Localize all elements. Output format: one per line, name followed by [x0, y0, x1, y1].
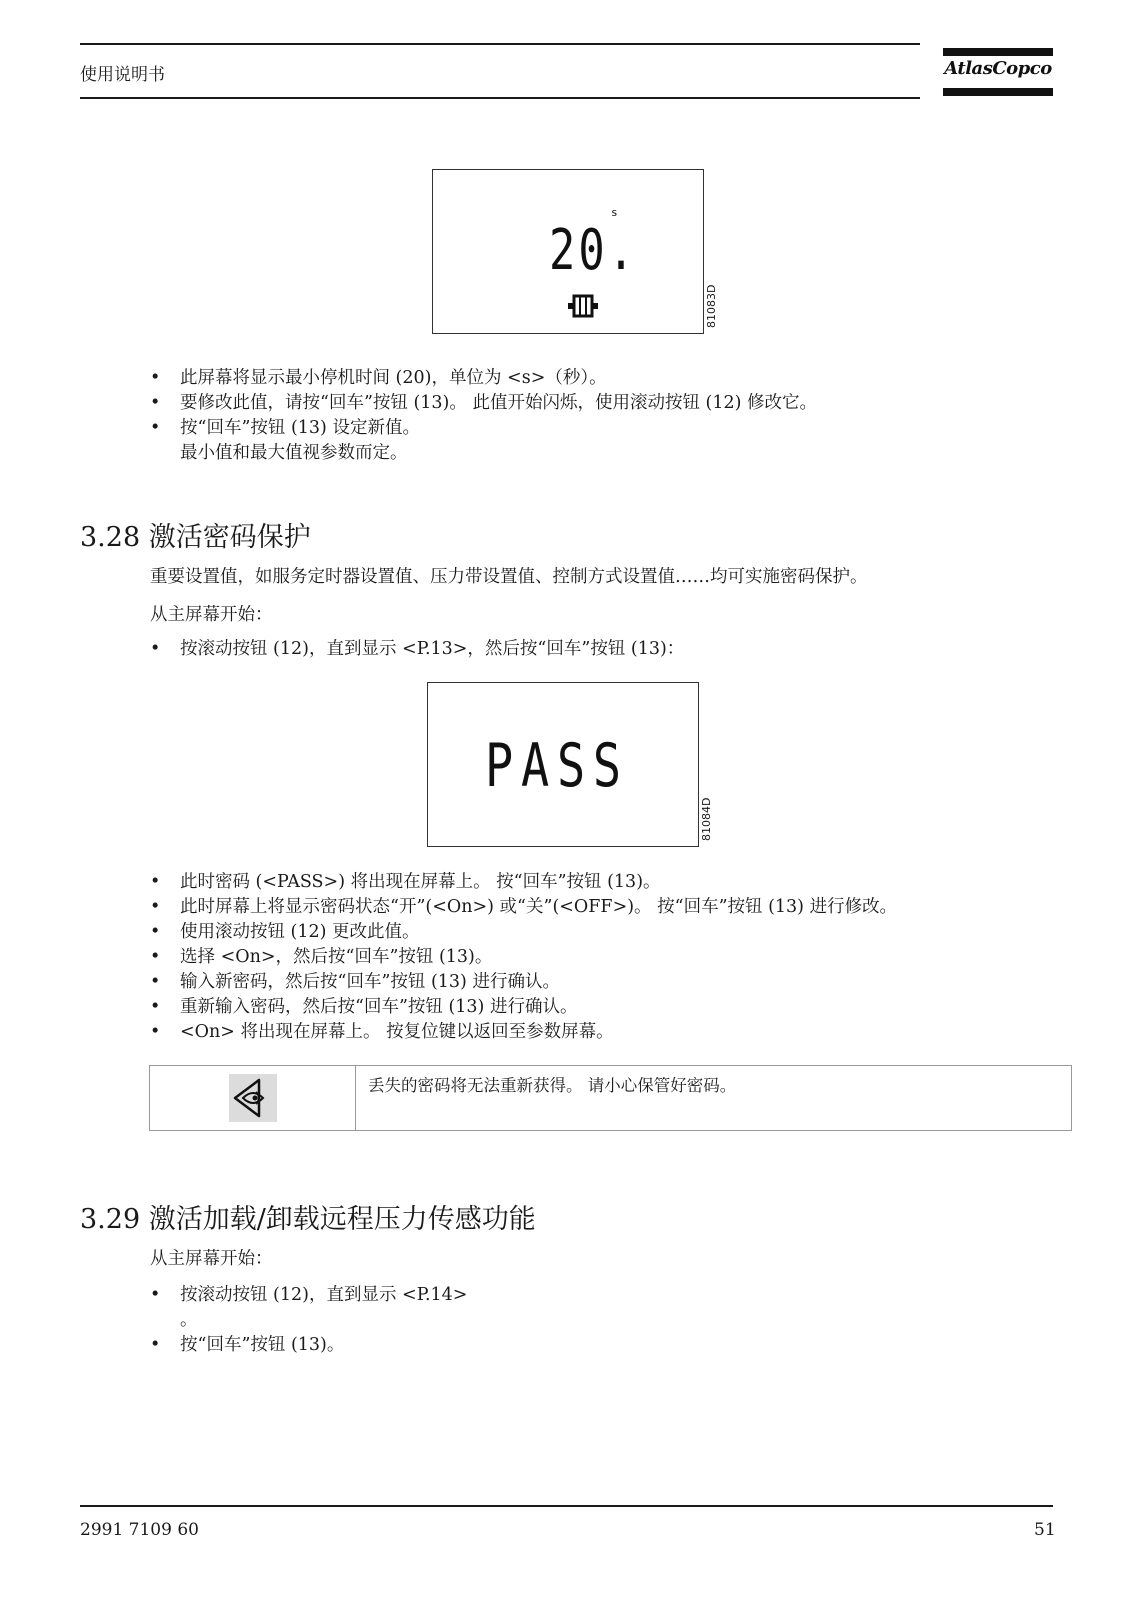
- warning-note: [149, 1065, 1072, 1131]
- logo-text: AtlasCopco: [944, 58, 1052, 79]
- section-3-29-steps: [150, 1283, 467, 1358]
- header-top-rule: [80, 43, 920, 45]
- document-number: 2991 7109 60: [80, 1520, 199, 1540]
- list-item: • 按“回车”按钮 (13) 设定新值。: [150, 416, 817, 441]
- list-item: • 要修改此值，请按“回车”按钮 (13)。 此值开始闪烁，使用滚动按钮 (12) 修改它。: [150, 391, 817, 416]
- list-item: • 重新输入密码，然后按“回车”按钮 (13) 进行确认。: [150, 995, 897, 1020]
- display-value: PASS: [485, 731, 629, 801]
- display-figure-pass: [427, 682, 713, 847]
- list-item: • 此屏幕将显示最小停机时间 (20)，单位为 <s>（秒）。: [150, 366, 817, 391]
- figure-code: 81083D: [705, 284, 718, 328]
- section-heading-3-29: 3.29 激活加载/卸载远程压力传感功能: [80, 1204, 536, 1235]
- list-item: • 按“回车”按钮 (13)。: [150, 1333, 467, 1358]
- list-item: • 此时密码 (<PASS>) 将出现在屏幕上。 按“回车”按钮 (13)。: [150, 870, 897, 895]
- start-instruction: 从主屏幕开始：: [150, 1249, 273, 1269]
- section-3-28-step: [150, 637, 684, 662]
- note-text: 丢失的密码将无法重新获得。 请小心保管好密码。: [368, 1076, 737, 1095]
- note-divider: [355, 1066, 356, 1130]
- header-bottom-rule: [80, 97, 920, 99]
- footer-rule: [80, 1505, 1053, 1507]
- list-item: • 按滚动按钮 (12)，直到显示 <P.13>，然后按“回车”按钮 (13)：: [150, 637, 684, 662]
- header-title: 使用说明书: [80, 65, 165, 85]
- list-item: • 输入新密码，然后按“回车”按钮 (13) 进行确认。: [150, 970, 897, 995]
- section-intro: 重要设置值，如服务定时器设置值、压力带设置值、控制方式设置值……均可实施密码保护。: [150, 567, 868, 587]
- atlas-copco-logo: [943, 44, 1053, 100]
- motor-icon: [566, 293, 600, 319]
- display-value: 20.: [549, 218, 638, 283]
- list-item-continuation: 。: [180, 1310, 198, 1330]
- list-item: • <On> 将出现在屏幕上。 按复位键以返回至参数屏幕。: [150, 1020, 897, 1045]
- section-heading-3-28: 3.28 激活密码保护: [80, 522, 311, 553]
- figure-code: 81084D: [700, 797, 713, 841]
- start-instruction: 从主屏幕开始：: [150, 605, 273, 625]
- eye-icon: [229, 1074, 277, 1122]
- list-item: • 使用滚动按钮 (12) 更改此值。: [150, 920, 897, 945]
- list-item: • 选择 <On>，然后按“回车”按钮 (13)。: [150, 945, 897, 970]
- password-instructions: [150, 870, 897, 1045]
- display-unit: s: [611, 206, 618, 219]
- list-item: • 按滚动按钮 (12)，直到显示 <P.14>: [150, 1283, 467, 1308]
- list-item: • 此时屏幕上将显示密码状态“开”(<On>) 或“关”(<OFF>)。 按“回车”按钮 (13) 进行修改。: [150, 895, 897, 920]
- display-figure-min-stop-time: [432, 169, 718, 334]
- list-item-continuation: 最小值和最大值视参数而定。: [180, 443, 408, 463]
- page-number: 51: [1034, 1520, 1056, 1540]
- min-stop-time-instructions: [150, 366, 817, 466]
